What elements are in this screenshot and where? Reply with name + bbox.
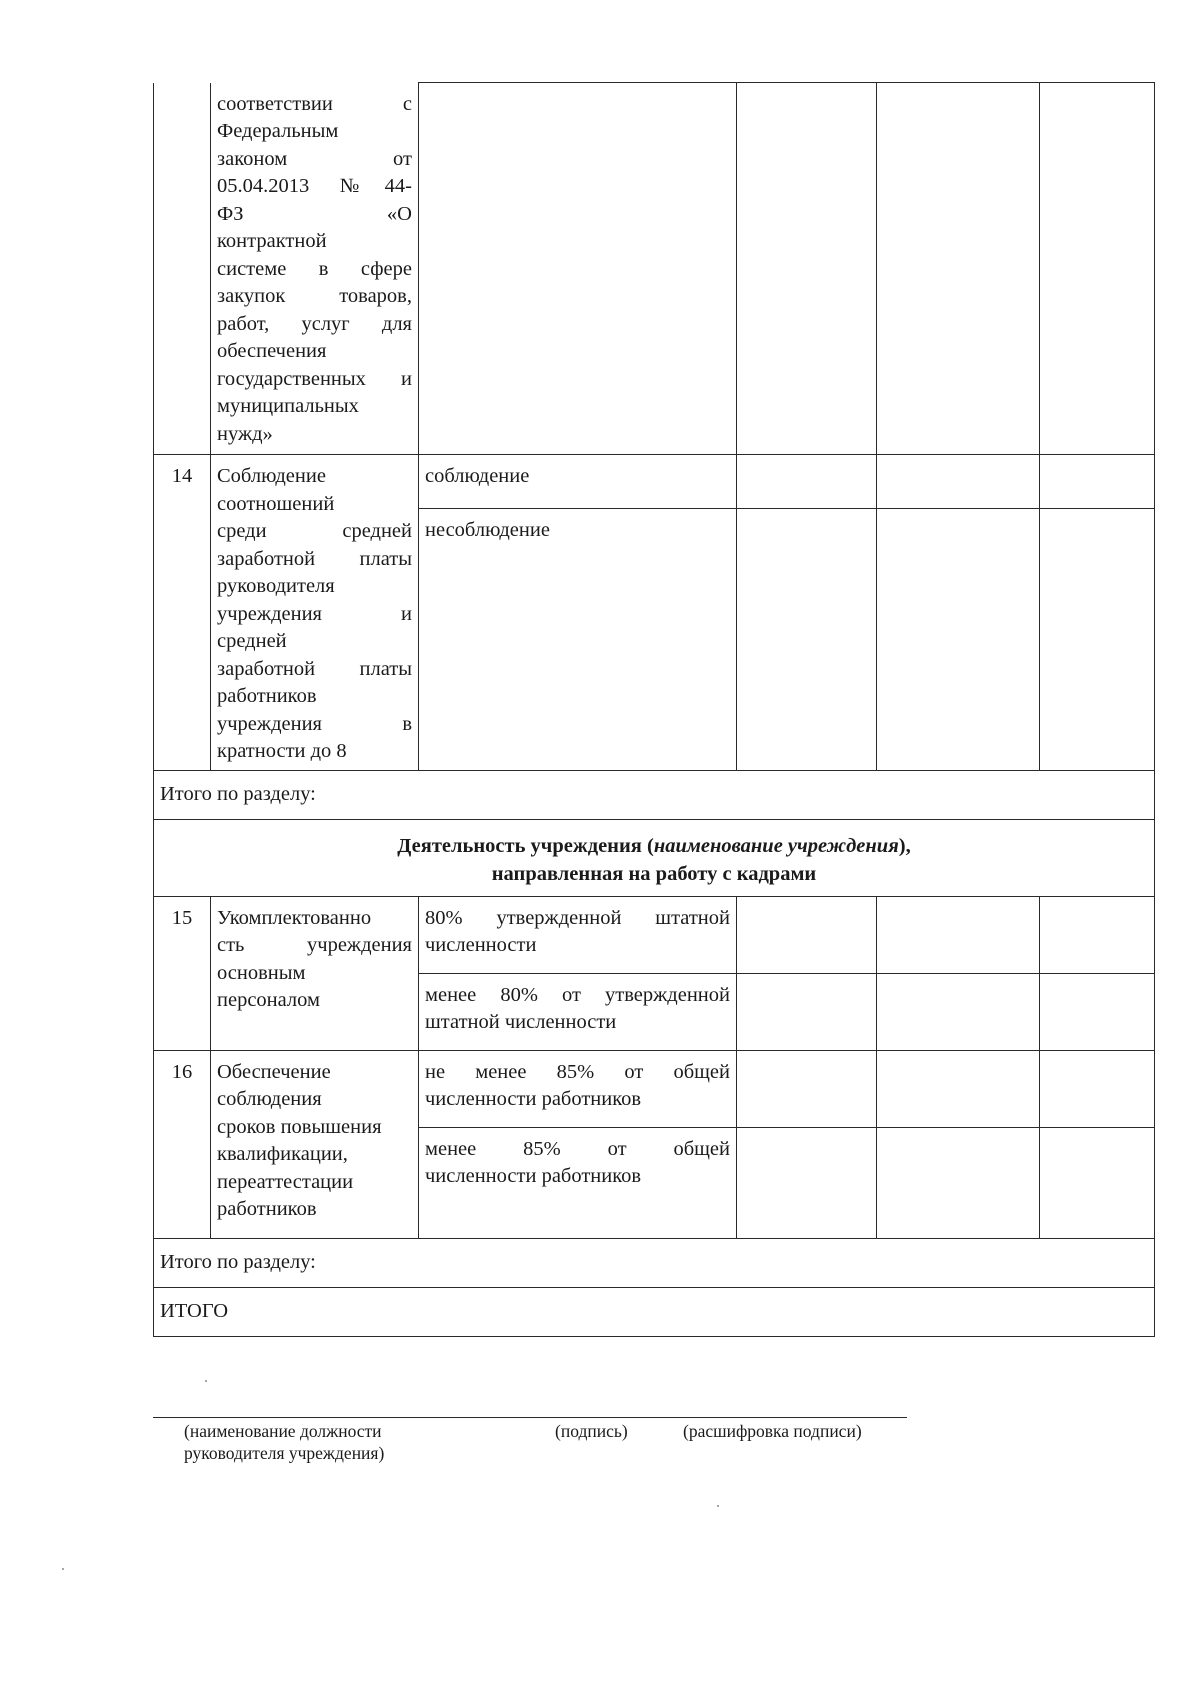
score-cell — [737, 1050, 877, 1127]
evaluation-table — [153, 82, 1155, 1337]
decode-caption: (расшифровка подписи) — [683, 1421, 862, 1441]
section-title-text: ), — [898, 834, 911, 857]
criterion-line: персоналом — [217, 989, 320, 1011]
score-cell — [877, 509, 1040, 771]
table-row-14 — [154, 455, 1155, 509]
score-cell — [1040, 1050, 1155, 1127]
score-cell — [1040, 455, 1155, 509]
signature-line — [153, 1417, 907, 1418]
criterion-line: руководителя — [217, 575, 335, 597]
option-line: численности работников — [425, 1165, 642, 1187]
table-row-15 — [154, 896, 1155, 973]
sign-caption: (подпись) — [555, 1421, 628, 1441]
criterion-line: обеспечения — [217, 340, 327, 362]
criterion-line: системе в сфере — [217, 257, 412, 280]
criterion-line: сроков повышения — [217, 1115, 382, 1138]
score-cell — [877, 1050, 1040, 1127]
row-number: 15 — [154, 896, 211, 1050]
criterion-line: соответствии с — [217, 92, 412, 115]
criterion-line: учреждения в — [217, 712, 412, 735]
section-title-italic: наименование учреждения — [653, 834, 899, 857]
section-title-text: Деятельность учреждения ( — [397, 834, 654, 857]
scan-speck — [717, 1505, 719, 1507]
criterion-line: средней — [217, 630, 287, 652]
criterion-cell — [211, 83, 419, 455]
criterion-line: 05.04.2013 №44- — [217, 175, 412, 197]
scan-speck — [205, 1380, 207, 1382]
criterion-cell — [211, 455, 419, 771]
criterion-line: государственных и — [217, 367, 412, 390]
criterion-line: Укомплектованно — [217, 906, 372, 929]
score-cell — [1040, 973, 1155, 1050]
score-cell — [1040, 896, 1155, 973]
criterion-line: работников — [217, 685, 317, 707]
section-total-label: Итого по разделу: — [154, 770, 1155, 819]
score-cell — [877, 973, 1040, 1050]
option-cell: соблюдение — [419, 455, 737, 509]
option-cell: несоблюдение — [419, 509, 737, 771]
score-cell — [877, 455, 1040, 509]
option-line: не менее 85% от общей — [425, 1060, 730, 1083]
criterion-line: закупок товаров, — [217, 285, 412, 307]
criterion-line: соотношений — [217, 492, 335, 515]
score-cell — [737, 896, 877, 973]
row-number: 16 — [154, 1050, 211, 1238]
criterion-line: сть учреждения — [217, 934, 412, 956]
grand-total-row — [154, 1287, 1155, 1336]
criterion-line: заработной платы — [217, 547, 412, 570]
option-cell — [419, 1050, 737, 1127]
criterion-line: ФЗ «О — [217, 202, 412, 225]
score-cell — [877, 1127, 1040, 1238]
criterion-line: законом от — [217, 147, 412, 170]
criterion-line: контрактной — [217, 230, 327, 252]
criterion-line: среди средней — [217, 520, 412, 542]
score-cell — [737, 973, 877, 1050]
criterion-line: кратности до 8 — [217, 740, 347, 762]
criterion-line: квалификации, — [217, 1143, 348, 1165]
criterion-line: Федеральным — [217, 120, 339, 142]
grand-total-label: ИТОГО — [154, 1287, 1155, 1336]
score-cell — [1040, 1127, 1155, 1238]
option-cell — [419, 1127, 737, 1238]
option-line: менее 85% от общей — [425, 1137, 730, 1160]
table-row-13-continuation — [154, 83, 1155, 455]
option-cell — [419, 973, 737, 1050]
criterion-line: работ, услуг для — [217, 312, 412, 335]
criterion-line: переаттестации — [217, 1170, 354, 1193]
section-title-text: направленная на работу с кадрами — [491, 862, 817, 885]
option-line: 80% утвержденной штатной — [425, 906, 730, 929]
score-cell — [1040, 509, 1155, 771]
criterion-line: муниципальных — [217, 395, 359, 417]
num-cell — [154, 83, 211, 455]
position-caption-line: (наименование должности — [184, 1421, 382, 1441]
row-number: 14 — [154, 455, 211, 771]
score-cell — [877, 896, 1040, 973]
criterion-line: учреждения и — [217, 602, 412, 625]
option-line: штатной численности — [425, 1011, 617, 1033]
score-cell — [737, 509, 877, 771]
criterion-cell — [211, 896, 419, 1050]
option-line: менее 80% от утвержденной — [425, 983, 730, 1006]
score-cell — [737, 83, 877, 455]
section-total-label: Итого по разделу: — [154, 1238, 1155, 1287]
criterion-line: Обеспечение — [217, 1060, 331, 1083]
section-header-row — [154, 819, 1155, 896]
option-line: численности работников — [425, 1088, 642, 1110]
score-cell — [877, 83, 1040, 455]
position-caption — [184, 1420, 384, 1464]
table-row-16 — [154, 1050, 1155, 1127]
criterion-line: основным — [217, 961, 306, 984]
option-cell — [419, 83, 737, 455]
scan-speck — [62, 1568, 64, 1570]
score-cell — [1040, 83, 1155, 455]
score-cell — [737, 1127, 877, 1238]
criterion-line: заработной платы — [217, 657, 412, 680]
section-total-row — [154, 1238, 1155, 1287]
option-cell — [419, 896, 737, 973]
criterion-line: работников — [217, 1198, 317, 1220]
score-cell — [737, 455, 877, 509]
position-caption-line: руководителя учреждения) — [184, 1443, 385, 1463]
section-total-row — [154, 770, 1155, 819]
option-line: численности — [425, 934, 537, 956]
section-title — [154, 819, 1155, 896]
criterion-line: соблюдения — [217, 1088, 322, 1110]
criterion-line: Соблюдение — [217, 465, 326, 487]
criterion-cell — [211, 1050, 419, 1238]
criterion-line: нужд» — [217, 422, 273, 445]
